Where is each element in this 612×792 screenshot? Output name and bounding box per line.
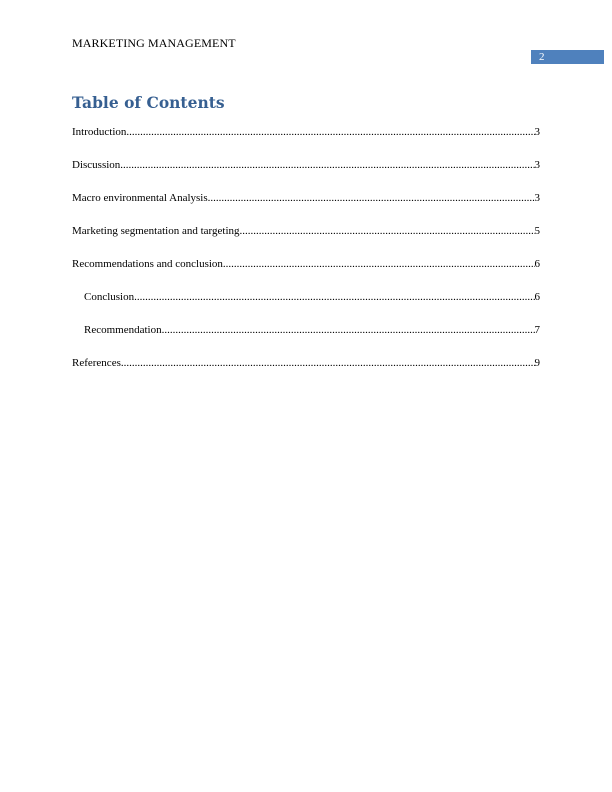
toc-entry-references[interactable] xyxy=(72,357,540,390)
toc-entry-marketing-segmentation[interactable] xyxy=(72,225,540,258)
toc-entry-label: Marketing segmentation and targeting xyxy=(72,225,240,237)
toc-dot-leader xyxy=(240,225,535,237)
toc-entry-discussion[interactable] xyxy=(72,159,540,192)
toc-entry-label: References xyxy=(72,357,121,369)
toc-dot-leader xyxy=(120,159,534,171)
toc-entry-label: Discussion xyxy=(72,159,121,171)
toc-entry-page: 7 xyxy=(534,324,540,336)
toc-entry-page: 6 xyxy=(534,258,540,270)
toc-entry-page: 6 xyxy=(534,291,540,303)
toc-dot-leader xyxy=(208,192,535,204)
toc-entry-page: 5 xyxy=(534,225,540,237)
page-number-badge: 2 xyxy=(531,50,604,64)
toc-entry-macro-environmental-analysis[interactable] xyxy=(72,192,540,225)
toc-dot-leader xyxy=(121,357,535,369)
toc-entry-label: Macro environmental Analysis xyxy=(72,192,208,204)
toc-entry-conclusion[interactable] xyxy=(72,291,540,324)
toc-entry-introduction[interactable] xyxy=(72,126,540,159)
toc-entry-page: 9 xyxy=(534,357,540,369)
toc-entry-page: 3 xyxy=(534,126,540,138)
toc-dot-leader xyxy=(223,258,535,270)
toc-entry-page: 3 xyxy=(534,192,540,204)
header-title: MARKETING MANAGEMENT xyxy=(72,36,236,50)
toc-entry-recommendation[interactable] xyxy=(72,324,540,357)
table-of-contents xyxy=(72,126,540,390)
toc-dot-leader xyxy=(134,291,534,303)
toc-entry-label: Recommendations and conclusion xyxy=(72,258,223,270)
toc-dot-leader xyxy=(162,324,535,336)
toc-entry-label: Conclusion xyxy=(84,291,135,303)
toc-entry-label: Introduction xyxy=(72,126,127,138)
toc-entry-recommendations-and-conclusion[interactable] xyxy=(72,258,540,291)
toc-entry-page: 3 xyxy=(534,159,540,171)
toc-dot-leader xyxy=(126,126,534,138)
toc-entry-label: Recommendation xyxy=(84,324,162,336)
toc-heading: Table of Contents xyxy=(72,93,225,112)
